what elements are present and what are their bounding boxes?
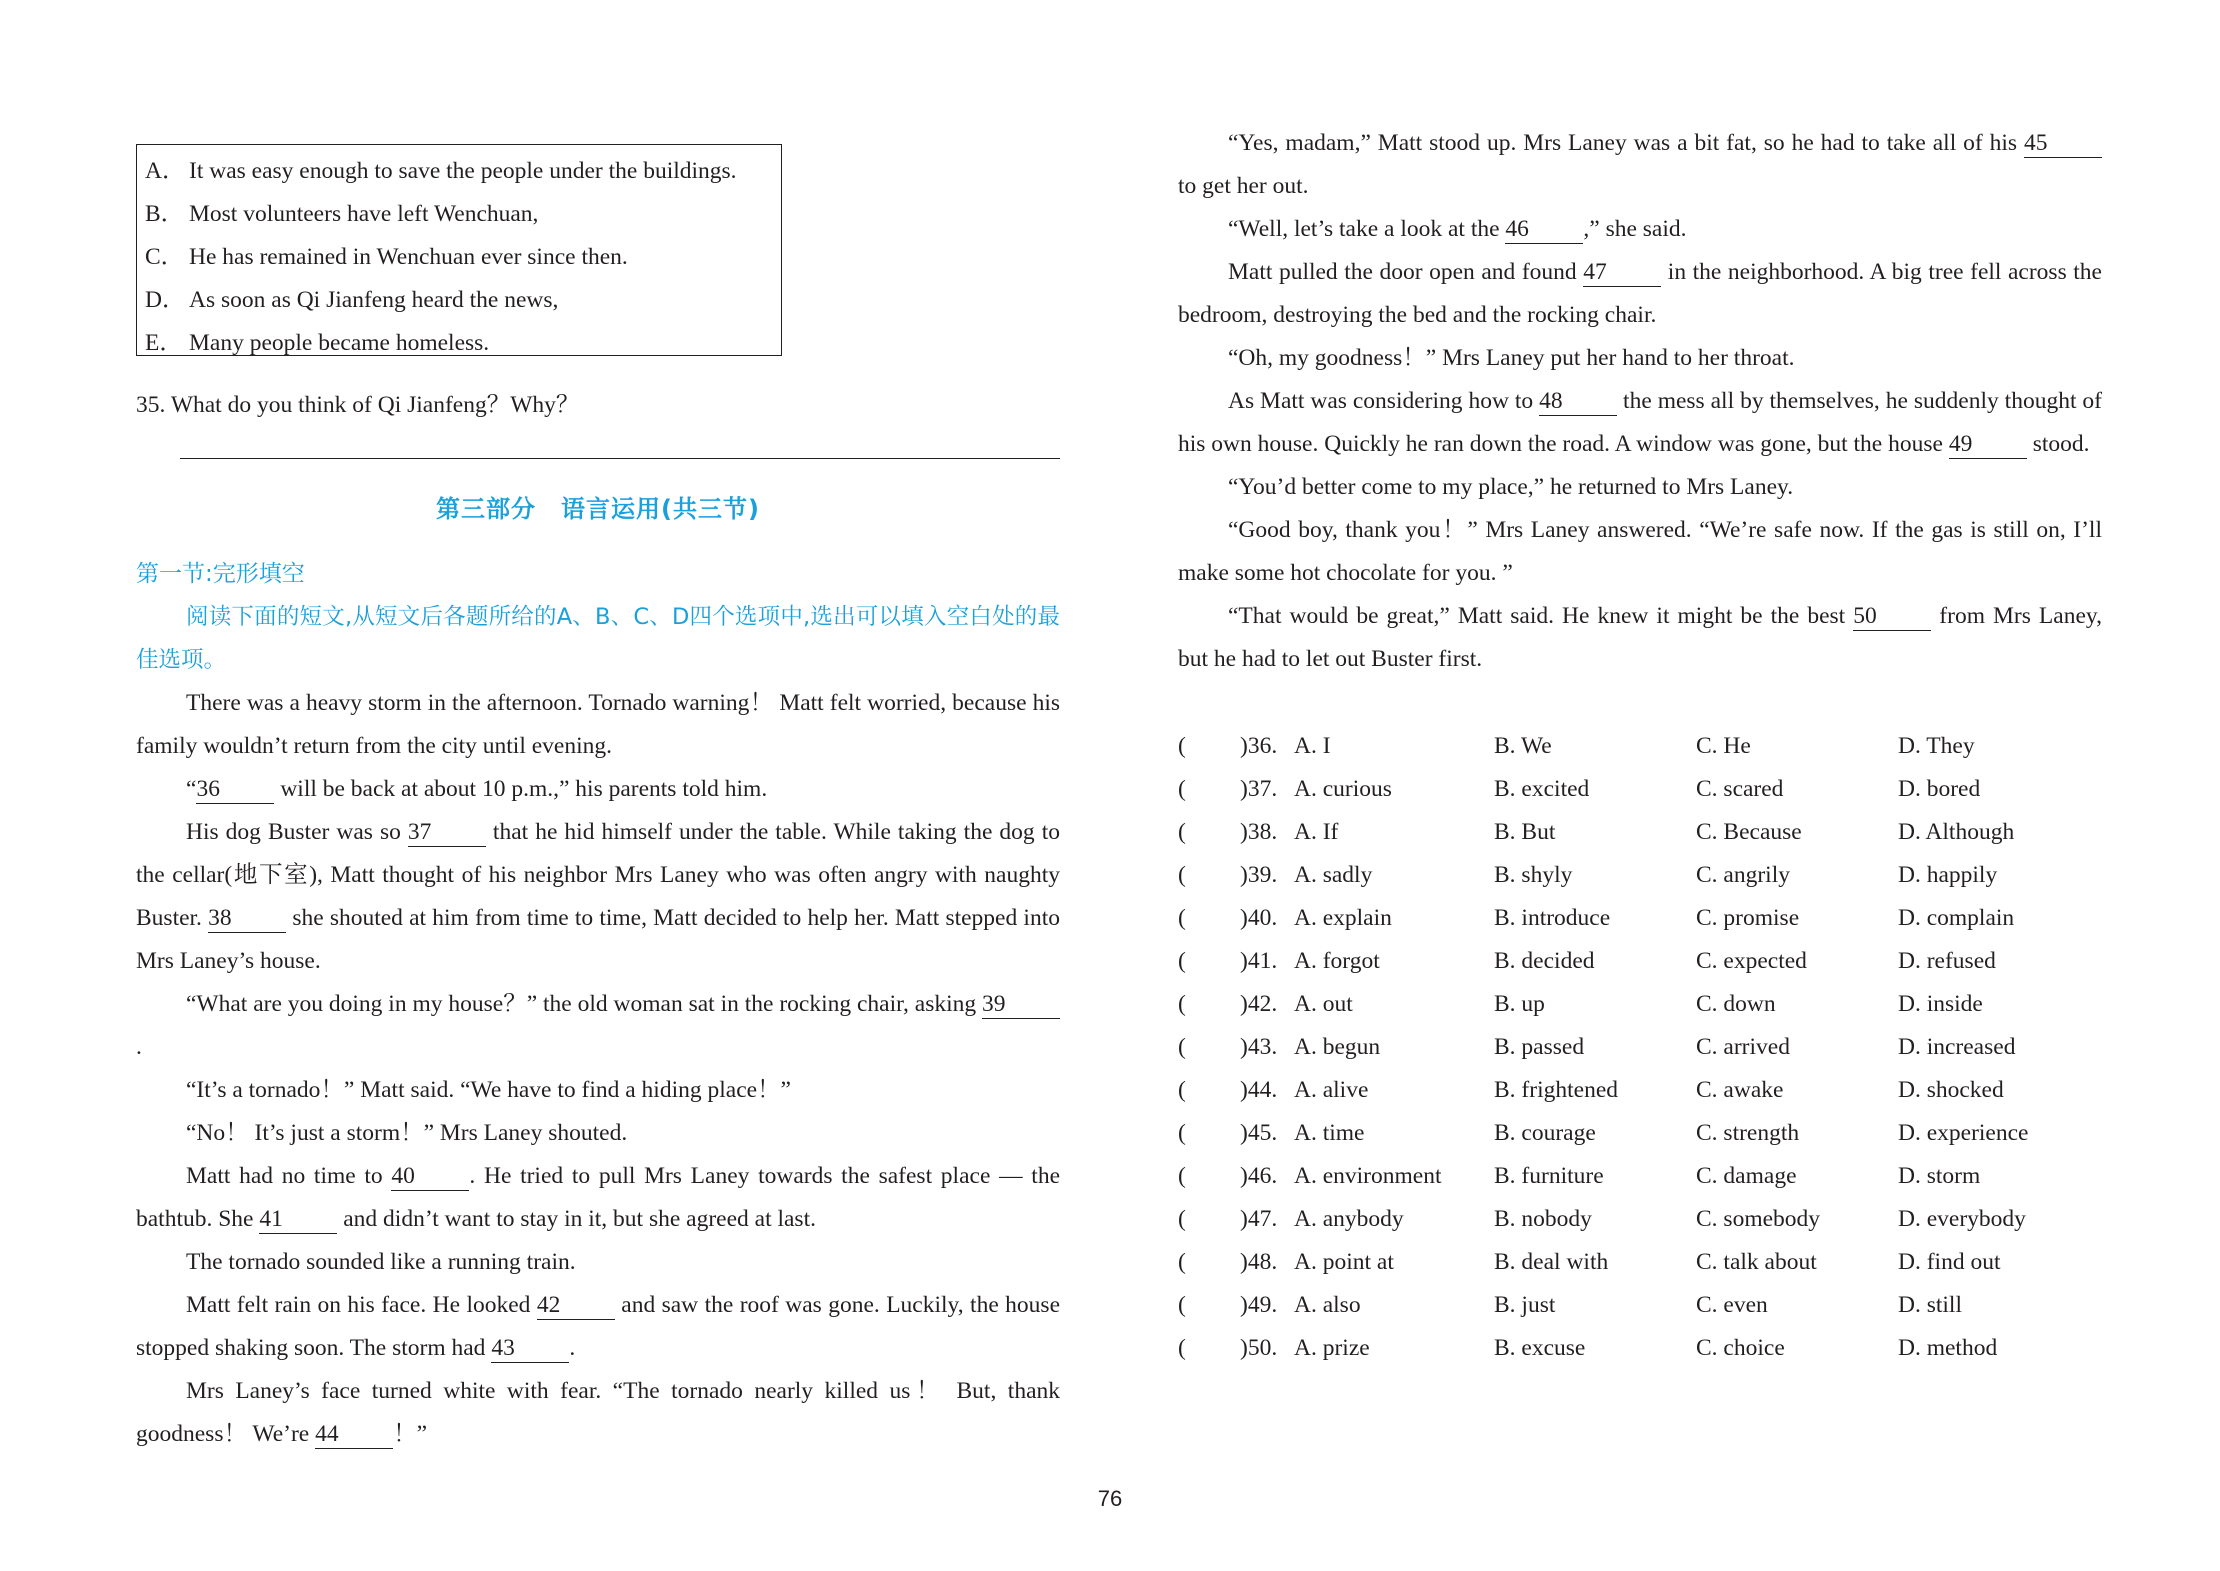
paragraph-text: “It’s a tornado！” Matt said. “We have to find a hiding place！”: [186, 1077, 791, 1103]
choice-d[interactable]: D. storm: [1898, 1163, 1981, 1189]
question-number: )41.: [1240, 948, 1278, 974]
choice-b[interactable]: B. passed: [1494, 1034, 1585, 1060]
choice-b[interactable]: B. just: [1494, 1292, 1556, 1318]
paragraph-text: will be back at about 10 p.m.,” his parents told him.: [274, 776, 768, 802]
choice-c[interactable]: C. somebody: [1696, 1206, 1821, 1232]
choice-d[interactable]: D. increased: [1898, 1034, 2016, 1060]
option-letter: E．: [145, 330, 183, 356]
choice-b[interactable]: B. We: [1494, 733, 1552, 759]
choice-c[interactable]: C. He: [1696, 733, 1751, 759]
blank-37[interactable]: 37: [408, 818, 486, 847]
choice-d[interactable]: D. experience: [1898, 1120, 2029, 1146]
option-a: [145, 150, 781, 193]
option-text: As soon as Qi Jianfeng heard the news,: [189, 287, 559, 313]
answer-bracket[interactable]: (: [1178, 948, 1186, 974]
answer-line[interactable]: [180, 458, 1060, 459]
blank-50[interactable]: 50: [1853, 602, 1931, 631]
paragraph: [136, 682, 1060, 768]
paragraph-text: As Matt was considering how to: [1228, 388, 1540, 414]
paragraph-text: “No！ It’s just a storm！” Mrs Laney shouted.: [186, 1120, 628, 1146]
paragraph: [136, 1069, 1060, 1112]
paragraph: [1178, 595, 2102, 681]
paragraph-text: and saw the roof was gone. Luckily, the house stopped shaking soon. The storm had: [136, 1292, 1060, 1361]
choice-a[interactable]: A. also: [1294, 1292, 1361, 1318]
paragraph: [136, 1370, 1060, 1456]
choice-b[interactable]: B. excuse: [1494, 1335, 1586, 1361]
paragraph: [1178, 208, 2102, 251]
answer-bracket[interactable]: (: [1178, 776, 1186, 802]
paragraph: [1178, 122, 2102, 208]
paragraph: [136, 1241, 1060, 1284]
answer-bracket[interactable]: (: [1178, 1206, 1186, 1232]
choice-row: [1178, 1327, 2102, 1370]
choice-a[interactable]: A. time: [1294, 1120, 1365, 1146]
choice-c[interactable]: C. Because: [1696, 819, 1802, 845]
answer-bracket[interactable]: (: [1178, 1163, 1186, 1189]
choice-d[interactable]: D. everybody: [1898, 1206, 2026, 1232]
blank-44[interactable]: 44: [315, 1420, 393, 1449]
paragraph-text: from Mrs Laney, but he had to let out Buster first.: [1178, 603, 2102, 672]
choice-b[interactable]: B. decided: [1494, 948, 1595, 974]
choice-row: [1178, 854, 2102, 897]
paragraph: [136, 1155, 1060, 1241]
question-number: )43.: [1240, 1034, 1278, 1060]
option-letter: D．: [145, 287, 186, 313]
blank-46[interactable]: 46: [1505, 215, 1583, 244]
choice-a[interactable]: A. alive: [1294, 1077, 1369, 1103]
choices-list: [1178, 725, 2102, 1370]
choice-a[interactable]: A. I: [1294, 733, 1331, 759]
question-number: )38.: [1240, 819, 1278, 845]
answer-bracket[interactable]: (: [1178, 1335, 1186, 1361]
paragraph: [136, 1112, 1060, 1155]
choice-d[interactable]: D. They: [1898, 733, 1975, 759]
answer-bracket[interactable]: (: [1178, 1077, 1186, 1103]
blank-48[interactable]: 48: [1539, 387, 1617, 416]
choice-c[interactable]: C. promise: [1696, 905, 1800, 931]
paragraph-text: .: [569, 1335, 576, 1361]
option-c: [145, 236, 781, 279]
choice-d[interactable]: D. shocked: [1898, 1077, 2004, 1103]
blank-43[interactable]: 43: [491, 1334, 569, 1363]
paragraph-text: “What are you doing in my house？” the old woman sat in the rocking chair, asking: [186, 991, 982, 1017]
question-number: )36.: [1240, 733, 1278, 759]
choice-row: [1178, 1069, 2102, 1112]
paragraph-text: . He tried to pull Mrs Laney towards the safest place — the bathtub. She: [136, 1163, 1060, 1232]
paragraph-text: His dog Buster was so: [186, 819, 408, 845]
paragraph-text: the mess all by themselves, he suddenly thought of his own house. Quickly he ran down the road. A window was gone, but the house: [1178, 388, 2102, 457]
choice-a[interactable]: A. explain: [1294, 905, 1392, 931]
paragraph: [1178, 466, 2102, 509]
option-b: [145, 193, 781, 236]
passage-right: [1178, 122, 2102, 681]
paragraph-text: Mrs Laney’s face turned white with fear. “The tornado nearly killed us！ But, thank goodness！ We’re: [136, 1378, 1060, 1447]
paragraph-text: stood.: [2026, 431, 2090, 457]
option-text: He has remained in Wenchuan ever since then.: [189, 244, 628, 270]
paragraph-text: ！”: [393, 1421, 428, 1447]
choice-row: [1178, 1198, 2102, 1241]
blank-47[interactable]: 47: [1583, 258, 1661, 287]
choice-a[interactable]: A. If: [1294, 819, 1339, 845]
paragraph-text: to get her out.: [1178, 173, 1309, 199]
answer-bracket[interactable]: (: [1178, 733, 1186, 759]
paragraph: [136, 983, 1060, 1069]
choice-c[interactable]: C. even: [1696, 1292, 1768, 1318]
answer-bracket[interactable]: (: [1178, 1120, 1186, 1146]
paragraph-text: ,” she said.: [1583, 216, 1687, 242]
paragraph-text: Matt had no time to: [186, 1163, 392, 1189]
options-box: [136, 144, 782, 356]
choice-c[interactable]: C. scared: [1696, 776, 1784, 802]
option-text: Many people became homeless.: [189, 330, 490, 356]
choice-a[interactable]: A. begun: [1294, 1034, 1381, 1060]
choice-c[interactable]: C. down: [1696, 991, 1776, 1017]
passage-left: [136, 682, 1060, 1456]
choice-a[interactable]: A. forgot: [1294, 948, 1380, 974]
choice-d[interactable]: D. method: [1898, 1335, 1998, 1361]
choice-c[interactable]: C. strength: [1696, 1120, 1800, 1146]
subsection-title: 第一节:完形填空: [136, 561, 305, 587]
choice-row: [1178, 1155, 2102, 1198]
choice-d[interactable]: D. refused: [1898, 948, 1996, 974]
paragraph-text: “Good boy, thank you！” Mrs Laney answered. “We’re safe now. If the gas is still on, I’ll make some hot chocolate for you. ”: [1178, 517, 2102, 586]
question-number: )46.: [1240, 1163, 1278, 1189]
answer-bracket[interactable]: (: [1178, 862, 1186, 888]
choice-d[interactable]: D. happily: [1898, 862, 1998, 888]
question-number: )48.: [1240, 1249, 1278, 1275]
choice-c[interactable]: C. damage: [1696, 1163, 1797, 1189]
paragraph: [136, 811, 1060, 983]
question-number: )37.: [1240, 776, 1278, 802]
paragraph-text: “That would be great,” Matt said. He knew it might be the best: [1228, 603, 1854, 629]
choice-b[interactable]: B. frightened: [1494, 1077, 1618, 1103]
option-letter: C．: [145, 244, 185, 270]
choice-a[interactable]: A. prize: [1294, 1335, 1370, 1361]
blank-36[interactable]: 36: [196, 775, 274, 804]
choice-row: [1178, 1284, 2102, 1327]
choice-b[interactable]: B. deal with: [1494, 1249, 1609, 1275]
question-number: )45.: [1240, 1120, 1278, 1146]
option-letter: B．: [145, 201, 185, 227]
choice-b[interactable]: B. courage: [1494, 1120, 1596, 1146]
choice-b[interactable]: B. excited: [1494, 776, 1590, 802]
answer-bracket[interactable]: (: [1178, 1292, 1186, 1318]
question-number: )40.: [1240, 905, 1278, 931]
paragraph-text: that he hid himself under the table. While taking the dog to the cellar(地下室), Matt thought of his neighbor Mrs Laney who was often angry with naughty Buster.: [136, 819, 1060, 931]
choice-a[interactable]: A. out: [1294, 991, 1353, 1017]
blank-38[interactable]: 38: [208, 904, 286, 933]
section-title: 第三部分 语言运用(共三节): [436, 495, 760, 523]
choice-d[interactable]: D. complain: [1898, 905, 2015, 931]
choice-c[interactable]: C. choice: [1696, 1335, 1785, 1361]
paragraph-text: “You’d better come to my place,” he returned to Mrs Laney.: [1228, 474, 1794, 500]
blank-45[interactable]: 45: [2024, 129, 2102, 158]
question-number: )49.: [1240, 1292, 1278, 1318]
blank-41[interactable]: 41: [259, 1205, 337, 1234]
choice-row: [1178, 940, 2102, 983]
page-number: 76: [1097, 1486, 1123, 1511]
choice-a[interactable]: A. curious: [1294, 776, 1392, 802]
paragraph-text: Matt felt rain on his face. He looked: [186, 1292, 537, 1318]
option-d: [145, 279, 781, 322]
choice-b[interactable]: B. nobody: [1494, 1206, 1592, 1232]
paragraph: [1178, 380, 2102, 466]
option-text: It was easy enough to save the people under the buildings.: [189, 158, 737, 184]
choice-d[interactable]: D. still: [1898, 1292, 1962, 1318]
question-number: )44.: [1240, 1077, 1278, 1103]
choice-row: [1178, 983, 2102, 1026]
answer-bracket[interactable]: (: [1178, 1249, 1186, 1275]
paragraph-text: and didn’t want to stay in it, but she agreed at last.: [337, 1206, 816, 1232]
paragraph-text: .: [136, 1034, 142, 1060]
paragraph-text: “: [186, 776, 197, 802]
choice-c[interactable]: C. angrily: [1696, 862, 1790, 888]
answer-bracket[interactable]: (: [1178, 1034, 1186, 1060]
choice-row: [1178, 1026, 2102, 1069]
instructions: 阅读下面的短文,从短文后各题所给的A、B、C、D四个选项中,选出可以填入空白处的最佳选项。: [136, 604, 1060, 673]
option-e: [145, 322, 781, 365]
question-number: )47.: [1240, 1206, 1278, 1232]
choice-d[interactable]: D. bored: [1898, 776, 1981, 802]
paragraph: [1178, 337, 2102, 380]
paragraph: [1178, 251, 2102, 337]
choice-c[interactable]: C. talk about: [1696, 1249, 1817, 1275]
choice-c[interactable]: C. awake: [1696, 1077, 1784, 1103]
question-number: )39.: [1240, 862, 1278, 888]
blank-49[interactable]: 49: [1949, 430, 2027, 459]
choice-b[interactable]: B. But: [1494, 819, 1556, 845]
option-text: Most volunteers have left Wenchuan,: [189, 201, 539, 227]
paragraph: [1178, 509, 2102, 595]
choice-row: [1178, 811, 2102, 854]
blank-40[interactable]: 40: [391, 1162, 469, 1191]
paragraph-text: she shouted at him from time to time, Matt decided to help her. Matt stepped into Mrs Laney’s house.: [136, 905, 1060, 974]
answer-bracket[interactable]: (: [1178, 905, 1186, 931]
choice-row: [1178, 725, 2102, 768]
question-number: )50.: [1240, 1335, 1278, 1361]
choice-row: [1178, 1112, 2102, 1155]
choice-b[interactable]: B. shyly: [1494, 862, 1573, 888]
paragraph-text: “Yes, madam,” Matt stood up. Mrs Laney was a bit fat, so he had to take all of his: [1228, 130, 2024, 156]
option-letter: A．: [145, 158, 186, 184]
paragraph: [136, 1284, 1060, 1370]
choice-a[interactable]: A. point at: [1294, 1249, 1394, 1275]
choice-row: [1178, 897, 2102, 940]
paragraph: [136, 768, 1060, 811]
choice-b[interactable]: B. furniture: [1494, 1163, 1604, 1189]
paragraph-text: in the neighborhood. A big tree fell across the bedroom, destroying the bed and the rocking chair.: [1178, 259, 2102, 328]
choice-a[interactable]: A. anybody: [1294, 1206, 1404, 1232]
choice-c[interactable]: C. expected: [1696, 948, 1807, 974]
choice-b[interactable]: B. introduce: [1494, 905, 1611, 931]
choice-row: [1178, 1241, 2102, 1284]
choice-row: [1178, 768, 2102, 811]
paragraph-text: There was a heavy storm in the afternoon. Tornado warning！ Matt felt worried, because his family wouldn’t return from the city until evening.: [136, 690, 1060, 759]
answer-bracket[interactable]: (: [1178, 991, 1186, 1017]
choice-c[interactable]: C. arrived: [1696, 1034, 1790, 1060]
paragraph-text: “Well, let’s take a look at the: [1228, 216, 1506, 242]
choice-a[interactable]: A. sadly: [1294, 862, 1373, 888]
paragraph-text: The tornado sounded like a running train.: [186, 1249, 576, 1275]
choice-b[interactable]: B. up: [1494, 991, 1545, 1017]
question-number: )42.: [1240, 991, 1278, 1017]
question-35: 35. What do you think of Qi Jianfeng？Why？: [136, 392, 580, 418]
answer-bracket[interactable]: (: [1178, 819, 1186, 845]
choice-d[interactable]: D. inside: [1898, 991, 1983, 1017]
blank-39[interactable]: 39: [982, 990, 1060, 1019]
blank-42[interactable]: 42: [537, 1291, 615, 1320]
choice-a[interactable]: A. environment: [1294, 1163, 1442, 1189]
paragraph-text: “Oh, my goodness！” Mrs Laney put her hand to her throat.: [1228, 345, 1795, 371]
choice-d[interactable]: D. Although: [1898, 819, 2015, 845]
choice-d[interactable]: D. find out: [1898, 1249, 2001, 1275]
paragraph-text: Matt pulled the door open and found: [1228, 259, 1584, 285]
